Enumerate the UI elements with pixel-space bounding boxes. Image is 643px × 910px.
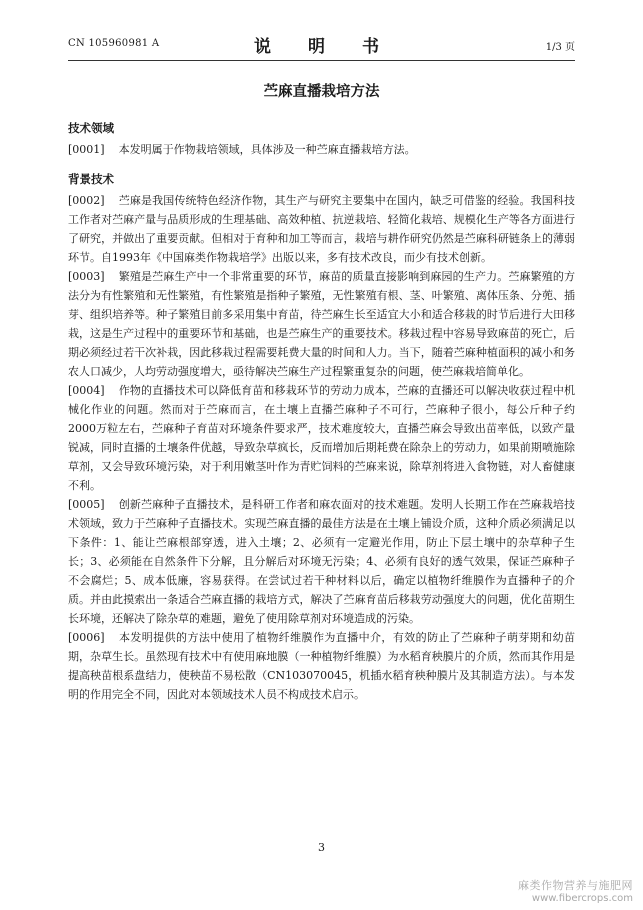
paragraph-0006 (68, 628, 575, 704)
paragraph-text: 本发明提供的方法中使用了植物纤维膜作为直播中介，有效的防止了苎麻种子萌芽期和幼苗期，杂草生长。虽然现有技术中有使用麻地膜（一种植物纤维膜）为水稻育秧膜片的介质，然而其作用是提高秧苗根系盘结力，使秧苗不易松散（CN103070045，机插水稻育秧种膜片及其制造方法）。与本发明的作用完全不同，因此对本领域技术人员不构成技术启示。 (68, 631, 575, 701)
paragraph-number: [0001] (68, 143, 105, 156)
description-body (68, 119, 575, 704)
paragraph-0003 (68, 267, 575, 381)
header-rule (68, 60, 575, 61)
publication-number: CN 105960981 A (68, 38, 160, 49)
paragraph-number: [0003] (68, 270, 105, 283)
paragraph-0001 (68, 140, 575, 159)
paragraph-number: [0005] (68, 498, 105, 511)
section-heading-technical-field: 技术领域 (68, 121, 114, 135)
paragraph-number: [0002] (68, 194, 105, 207)
paragraph-number: [0004] (68, 384, 105, 397)
paragraph-number: [0006] (68, 631, 105, 644)
watermark-site-name: 麻类作物营养与施肥网 (518, 879, 633, 892)
paragraph-text: 苎麻是我国传统特色经济作物，其生产与研究主要集中在国内，缺乏可借鉴的经验。我国科技工作者对苎麻产量与品质形成的生理基础、高效种植、抗逆栽培、轻简化栽培、规模化生产等各方面进行了研究，并做出了重要贡献。但相对于育种和加工等而言，栽培与耕作研究仍然是苎麻科研链条上的薄弱环节。自1993年《中国麻类作物栽培学》出版以来，多有技术改良，而少有技术创新。 (68, 194, 575, 264)
paragraph-0004 (68, 381, 575, 495)
paragraph-text: 繁殖是苎麻生产中一个非常重要的环节，麻苗的质量直接影响到麻园的生产力。苎麻繁殖的方法分为有性繁殖和无性繁殖，有性繁殖是指种子繁殖，无性繁殖有根、茎、叶繁殖、离体压条、分蔸、插芽、组织培养等。种子繁殖目前多采用集中育苗，待苎麻生长至适宜大小和适合移栽的时节后进行大田移栽，这是生产过程中的重要环节和基础，也是苎麻生产的重要技术。移栽过程中容易导致麻苗的死亡，后期必须经过若干次补栽，因此移栽过程需要耗费大量的时间和人力。当下，随着苎麻种植面积的减小和务农人口减少，人均劳动强度增大，亟待解决苎麻生产过程繁重复杂的问题，使苎麻栽培简单化。 (68, 270, 575, 378)
paragraph-text: 创新苎麻种子直播技术，是科研工作者和麻农面对的技术难题。发明人长期工作在苎麻栽培技术领域，致力于苎麻种子直播技术。实现苎麻直播的最佳方法是在土壤上铺设介质，这种介质必须满足以下条件：1、能让苎麻根部穿透，进入土壤；2、必须有一定避光作用，防止下层土壤中的杂草种子生长；3、必须能在自然条件下分解，且分解后对环境无污染；4、必须有良好的透气效果，保证苎麻种子不会腐烂；5、成本低廉，容易获得。在尝试过若干种材料以后，确定以植物纤维膜作为直播种子的介质。并由此摸索出一条适合苎麻直播的栽培方式，解决了苎麻育苗后移栽劳动强度大的问题，优化苗期生长环境，还解决了除杂草的难题，避免了使用除草剂对环境造成的污染。 (68, 498, 575, 625)
section-heading-background: 背景技术 (68, 172, 114, 186)
paragraph-text: 作物的直播技术可以降低育苗和移栽环节的劳动力成本，苎麻的直播还可以解决收获过程中机械化作业的问题。然而对于苎麻而言，在土壤上直播苎麻种子不可行，苎麻种子很小，每公斤种子约2000万粒左右，苎麻种子育苗对环境条件要求严，技术难度较大，直播苎麻会导致出苗率低，以致产量锐减，同时直播的土壤条件优越，导致杂草疯长，反而增加后期耗费在除杂上的劳动力，如果前期喷施除草剂，又会导致环境污染，对于利用嫩茎叶作为青贮饲料的苎麻来说，除草剂将进入食物链，对人畜健康不利。 (68, 384, 575, 492)
page-count: 1/3 页 (545, 42, 575, 53)
watermark-url: www.fibercrops.com (531, 893, 633, 904)
document-title: 说 明 书 (254, 37, 389, 57)
paragraph-0005 (68, 495, 575, 628)
paragraph-0002 (68, 191, 575, 267)
page-number: 3 (318, 841, 325, 854)
invention-title: 苎麻直播栽培方法 (263, 84, 380, 100)
site-watermark (495, 877, 633, 904)
paragraph-text: 本发明属于作物栽培领域，具体涉及一种苎麻直播栽培方法。 (118, 143, 416, 156)
page-header (68, 34, 575, 56)
